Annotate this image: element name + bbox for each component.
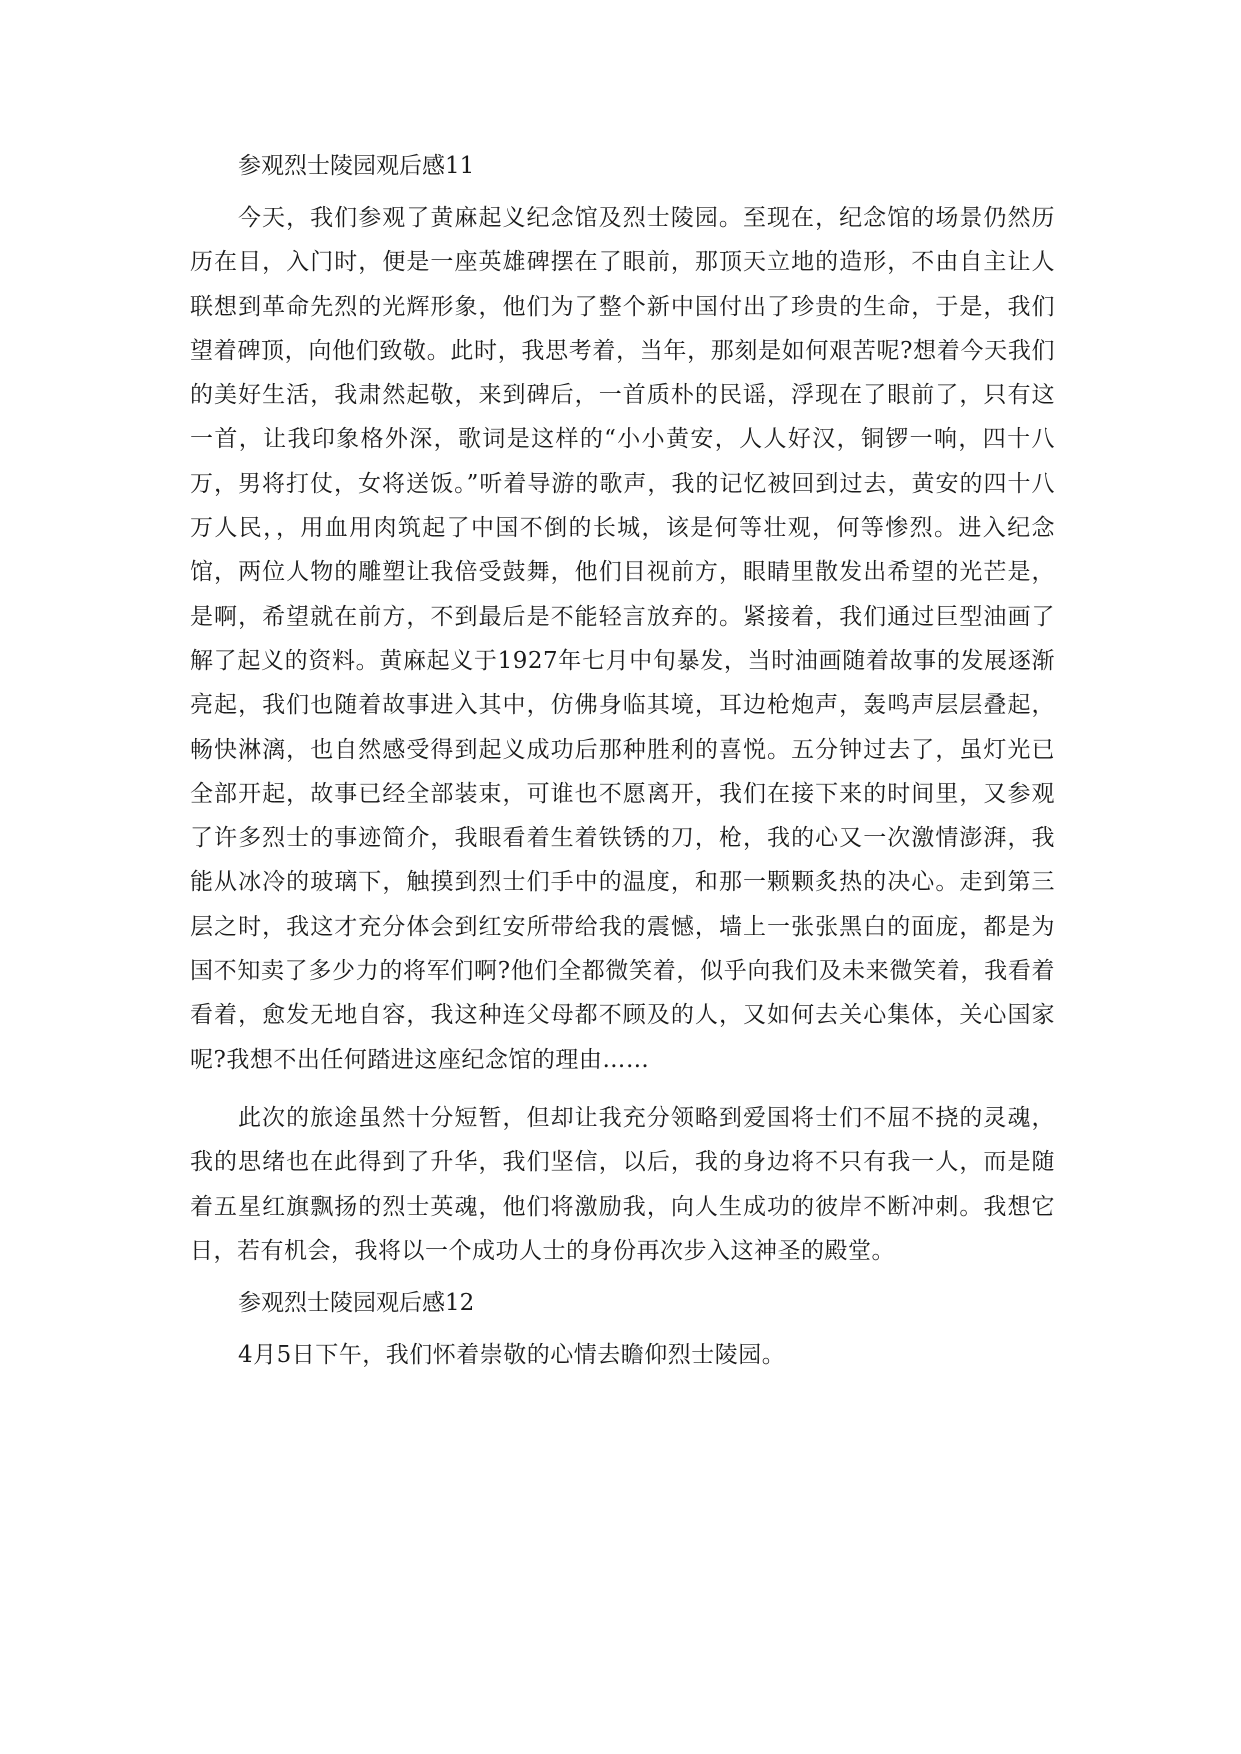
paragraph-11-2: 此次的旅途虽然十分短暂，但却让我充分领略到爱国将士们不屈不挠的灵魂，我的思绪也在此得到了升华，我们坚信，以后，我的身边将不只有我一人，而是随着五星红旗飘扬的烈士英魂，他们将激励我，向人生成功的彼岸不断冲刺。我想它日，若有机会，我将以一个成功人士的身份再次步入这神圣的殿堂。 [190,1104,1055,1264]
paragraph-11-1: 今天，我们参观了黄麻起义纪念馆及烈士陵园。至现在，纪念馆的场景仍然历历在目，入门时，便是一座英雄碑摆在了眼前，那顶天立地的造形，不由自主让人联想到革命先烈的光辉形象，他们为了整个新中国付出了珍贵的生命，于是，我们望着碑顶，向他们致敬。此时，我思考着，当年，那刻是如何艰苦呢?想着今天我们的美好生活，我肃然起敬，来到碑后，一首质朴的民谣，浮现在了眼前了，只有这一首，让我印象格外深，歌词是这样的“小小黄安，人人好汉，铜锣一响，四十八万，男将打仗，女将送饭。”听着导游的歌声，我的记忆被回到过去，黄安的四十八万人民，，用血用肉筑起了中国不倒的长城，该是何等壮观，何等惨烈。进入纪念馆，两位人物的雕塑让我倍受鼓舞，他们目视前方，眼睛里散发出希望的光芒是，是啊，希望就在前方，不到最后是不能轻言放弃的。紧接着，我们通过巨型油画了解了起义的资料。黄麻起义于1927年七月中旬暴发，当时油画随着故事的发展逐渐亮起，我们也随着故事进入其中，仿佛身临其境，耳边枪炮声，轰鸣声层层叠起，畅快淋漓，也自然感受得到起义成功后那种胜利的喜悦。五分钟过去了，虽灯光已全部开起，故事已经全部装束，可谁也不愿离开，我们在接下来的时间里，又参观了许多烈士的事迹简介，我眼看着生着铁锈的刀，枪，我的心又一次激情澎湃，我能从冰冷的玻璃下，触摸到烈士们手中的温度，和那一颗颗炙热的决心。走到第三层之时，我这才充分体会到红安所带给我的震憾，墙上一张张黑白的面庞，都是为国不知卖了多少力的将军们啊?他们全都微笑着，似乎向我们及未来微笑着，我看着看着，愈发无地自容，我这种连父母都不顾及的人，又如何去关心集体，关心国家呢?我想不出任何踏进这座纪念馆的理由…… [190,205,1055,1073]
section-title-12: 参观烈士陵园观后感12 [238,1290,475,1317]
section-title-11: 参观烈士陵园观后感11 [238,153,475,179]
paragraph-12-1: 4月5日下午，我们怀着崇敬的心情去瞻仰烈士陵园。 [238,1342,786,1369]
document-page [190,150,1055,1391]
